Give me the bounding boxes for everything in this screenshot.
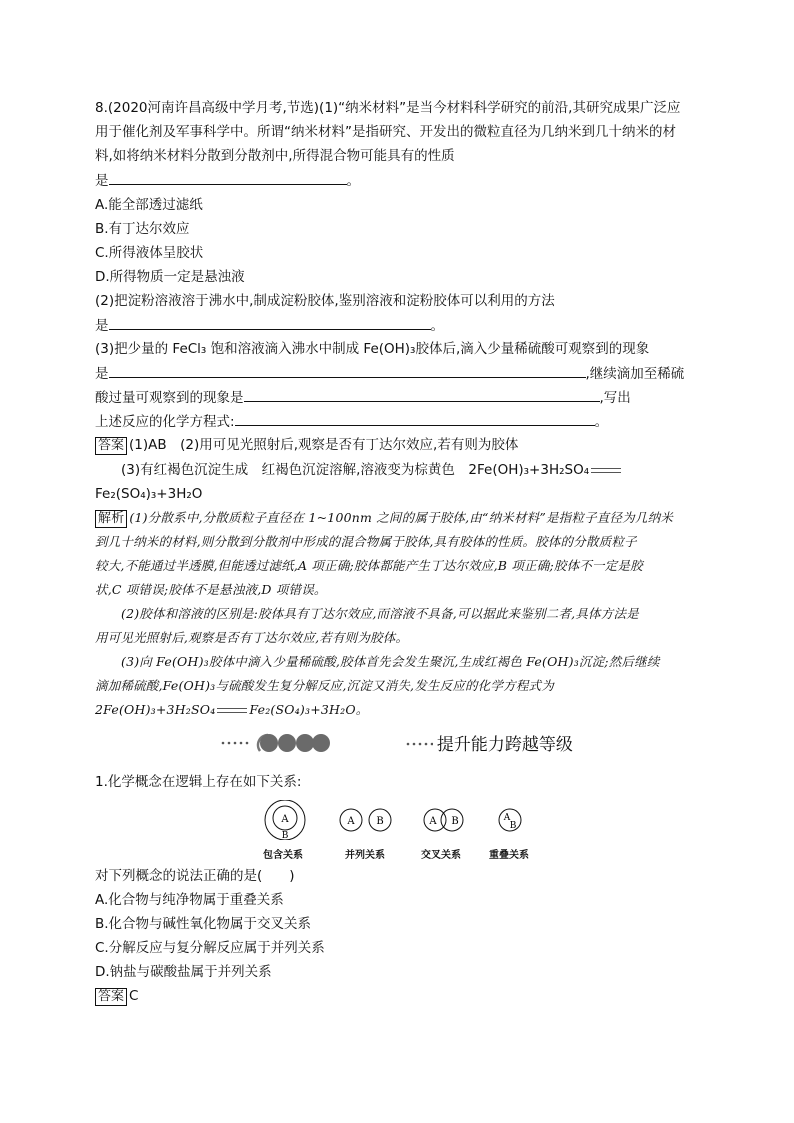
label-inclusion: 包含关系	[263, 850, 303, 861]
q8-stem-line4	[95, 170, 360, 191]
explain8-line2: 到几十纳米的材料,则分散到分散剂中形成的混合物属于胶体,具有胶体的性质。胶体的分散质粒子	[95, 534, 637, 549]
text: 是	[95, 173, 109, 189]
circle-label-b: B	[509, 821, 517, 831]
q1-stem: 1.化学概念在逻辑上存在如下关系:	[95, 774, 302, 790]
answer-text: C	[129, 988, 139, 1004]
text: 。	[346, 173, 360, 189]
section-decoration-icon	[220, 731, 340, 755]
label-intersection: 交叉关系	[421, 850, 461, 861]
label-overlap: 重叠关系	[489, 850, 529, 861]
text: 是	[95, 366, 109, 382]
q8-part3-line2	[95, 363, 684, 384]
circle-label-b: B	[376, 816, 384, 827]
explain8-line3: 较大,不能通过半透膜,但能透过滤纸,A 项正确;胶体都能产生丁达尔效应,B 项正确;胶体不一定是胶	[95, 558, 643, 573]
explain8-line8: 滴加稀硫酸,Fe(OH)₃与硫酸发生复分解反应,沉淀又消失,发生反应的化学方程式为	[95, 678, 554, 693]
circle-label-a: A	[503, 813, 511, 823]
q1-option-a: A.化合物与纯净物属于重叠关系	[95, 892, 284, 908]
equation-right: Fe₂(SO₄)₃+3H₂O。	[249, 702, 369, 717]
q8-stem-line1: 8.(2020河南许昌高级中学月考,节选)(1)“纳米材料”是当今材料科学研究的前沿,其研究成果广泛应	[95, 100, 681, 116]
explain8-line4: 状,C 项错误;胶体不是悬浊液,D 项错误。	[95, 582, 327, 597]
answer-label: 答案	[95, 437, 127, 455]
relationship-diagram	[255, 800, 555, 860]
q8-option-c: C.所得液体呈胶状	[95, 245, 204, 261]
explain8-line9	[95, 700, 369, 720]
answer-label: 答案	[95, 988, 127, 1006]
answer-blank[interactable]	[109, 170, 347, 185]
explain8-line7: (3)向 Fe(OH)₃胶体中滴入少量稀硫酸,胶体首先会发生聚沉,生成红褐色 Fe(OH)₃沉淀;然后继续	[121, 654, 660, 669]
q1-option-d: D.钠盐与碳酸盐属于并列关系	[95, 964, 272, 980]
q8-part2: (2)把淀粉溶液溶于沸水中,制成淀粉胶体,鉴别溶液和淀粉胶体可以利用的方法	[95, 293, 555, 309]
q8-part3-line3	[95, 387, 631, 408]
relationship-diagram-graphic	[255, 800, 555, 840]
q1-answer	[95, 986, 138, 1006]
circle-label-a: A	[281, 814, 289, 825]
q8-stem-line2: 用于催化剂及军事科学中。所谓“纳米材料”是指研究、开发出的微粒直径为几纳米到几十纳米的材	[95, 124, 676, 140]
equals-sign-icon	[217, 708, 247, 713]
q8-stem-line3: 料,如将纳米材料分散到分散剂中,所得混合物可能具有的性质	[95, 148, 455, 164]
q8-part2-blank-line	[95, 315, 444, 336]
equals-sign-icon	[591, 468, 621, 473]
answer8-line2	[121, 460, 623, 480]
section-title: 提升能力跨越等级	[436, 735, 573, 755]
q1-option-b: B.化合物与碱性氧化物属于交叉关系	[95, 916, 312, 932]
explain-label: 解析	[95, 510, 127, 528]
explain8-line1	[95, 508, 673, 528]
explain-text: (1)分散系中,分散质粒子直径在 1~100nm 之间的属于胶体,由“纳米材料”是指粒子直径为几纳米	[129, 510, 673, 525]
text: 酸过量可观察到的现象是	[95, 390, 244, 406]
text: 是	[95, 318, 109, 334]
q1-prompt: 对下列概念的说法正确的是( )	[95, 868, 295, 884]
section-header	[220, 730, 580, 758]
q1-option-c: C.分解反应与复分解反应属于并列关系	[95, 940, 325, 956]
text: ,继续滴加至稀硫	[585, 366, 685, 382]
explain8-line6: 用可见光照射后,观察是否有丁达尔效应,若有则为胶体。	[95, 630, 409, 645]
answer-text: (3)有红褐色沉淀生成 红褐色沉淀溶解,溶液变为棕黄色 2Fe(OH)₃+3H₂SO₄	[121, 462, 590, 478]
text: ,写出	[599, 390, 631, 406]
circle-label-b: B	[281, 831, 289, 840]
equation-left: 2Fe(OH)₃+3H₂SO₄	[95, 702, 216, 717]
circle-label-a: A	[429, 816, 437, 827]
label-parallel: 并列关系	[345, 850, 385, 861]
circle-label-b: B	[451, 816, 459, 827]
answer-blank[interactable]	[235, 411, 595, 426]
answer-blank[interactable]	[109, 363, 586, 378]
title-dots-icon	[405, 731, 433, 755]
answer8-line1	[95, 435, 518, 455]
q8-part3-line1: (3)把少量的 FeCl₃ 饱和溶液滴入沸水中制成 Fe(OH)₃胶体后,滴入少量稀硫酸可观察到的现象	[95, 341, 650, 357]
q8-part3-line4	[95, 411, 608, 432]
answer-blank[interactable]	[109, 315, 431, 330]
q8-option-b: B.有丁达尔效应	[95, 221, 190, 237]
q8-option-d: D.所得物质一定是悬浊液	[95, 269, 245, 285]
text: 上述反应的化学方程式:	[95, 414, 235, 430]
q8-option-a: A.能全部透过滤纸	[95, 197, 203, 213]
text: 。	[430, 318, 444, 334]
answer-blank[interactable]	[244, 387, 600, 402]
answer-text: (1)AB (2)用可见光照射后,观察是否有丁达尔效应,若有则为胶体	[129, 437, 519, 453]
circle-label-a: A	[347, 816, 355, 827]
answer8-line3: Fe₂(SO₄)₃+3H₂O	[95, 486, 203, 502]
text: 。	[594, 414, 609, 430]
explain8-line5: (2)胶体和溶液的区别是:胶体具有丁达尔效应,而溶液不具备,可以据此来鉴别二者,具体方法是	[121, 606, 639, 621]
